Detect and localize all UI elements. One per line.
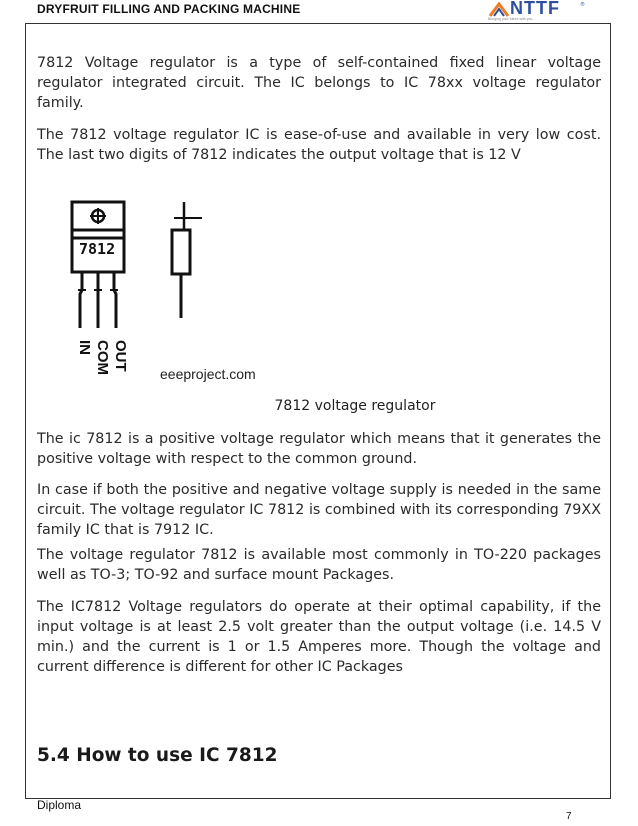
nttf-logo [488, 2, 584, 22]
regulator-side-view [172, 202, 202, 318]
body-paragraph-2: In case if both the positive and negative voltage supply is needed in the same circuit. The voltage regulator IC 7812 is combined with its corresponding 79XX family IC that is 7912 IC. [37, 482, 601, 538]
body-paragraph-4: The IC7812 Voltage regulators do operate at their optimal capability, if the input voltage is at least 2.5 volt greater than the output voltage (i.e. 14.5 V min.) and the current is 1 or 1.5 Amperes more. Though the voltage and current difference is different for other IC Packages [37, 599, 601, 675]
logo-text: NTTF [510, 0, 560, 18]
page-number: 7 [566, 811, 572, 822]
regulator-front-view [72, 202, 124, 328]
pin-label-in: IN [76, 340, 93, 355]
body-paragraph-1: The ic 7812 is a positive voltage regulator which means that it generates the positive voltage with respect to the common ground. [37, 431, 601, 467]
chip-label: 7812 [79, 240, 116, 258]
page-header-title: DRYFRUIT FILLING AND PACKING MACHINE [37, 2, 301, 16]
figure-caption: 7812 voltage regulator [274, 398, 436, 414]
intro-paragraph-2: The 7812 voltage regulator IC is ease-of-use and available in very low cost. The last two digits of 7812 indicates the output voltage that is 12 V [37, 127, 601, 163]
footer-label: Diploma [37, 798, 82, 812]
logo-tm: ® [580, 2, 585, 8]
regulator-figure [60, 190, 260, 390]
logo-swoosh-icon [488, 2, 512, 18]
section-heading: 5.4 How to use IC 7812 [37, 745, 278, 766]
pin-label-out: OUT [112, 340, 129, 372]
pin-label-com: COM [94, 340, 111, 375]
body-paragraph-3: The voltage regulator 7812 is available most commonly in TO-220 packages well as TO-3; TO-92 and surface mount Packages. [37, 547, 601, 583]
intro-paragraph-1: 7812 Voltage regulator is a type of self-contained fixed linear voltage regulator integrated circuit. The IC belongs to IC 78xx voltage regulator family. [37, 55, 601, 111]
logo-tagline: Bringing your future with you... [488, 17, 536, 21]
figure-source-site: eeeproject.com [160, 366, 256, 382]
